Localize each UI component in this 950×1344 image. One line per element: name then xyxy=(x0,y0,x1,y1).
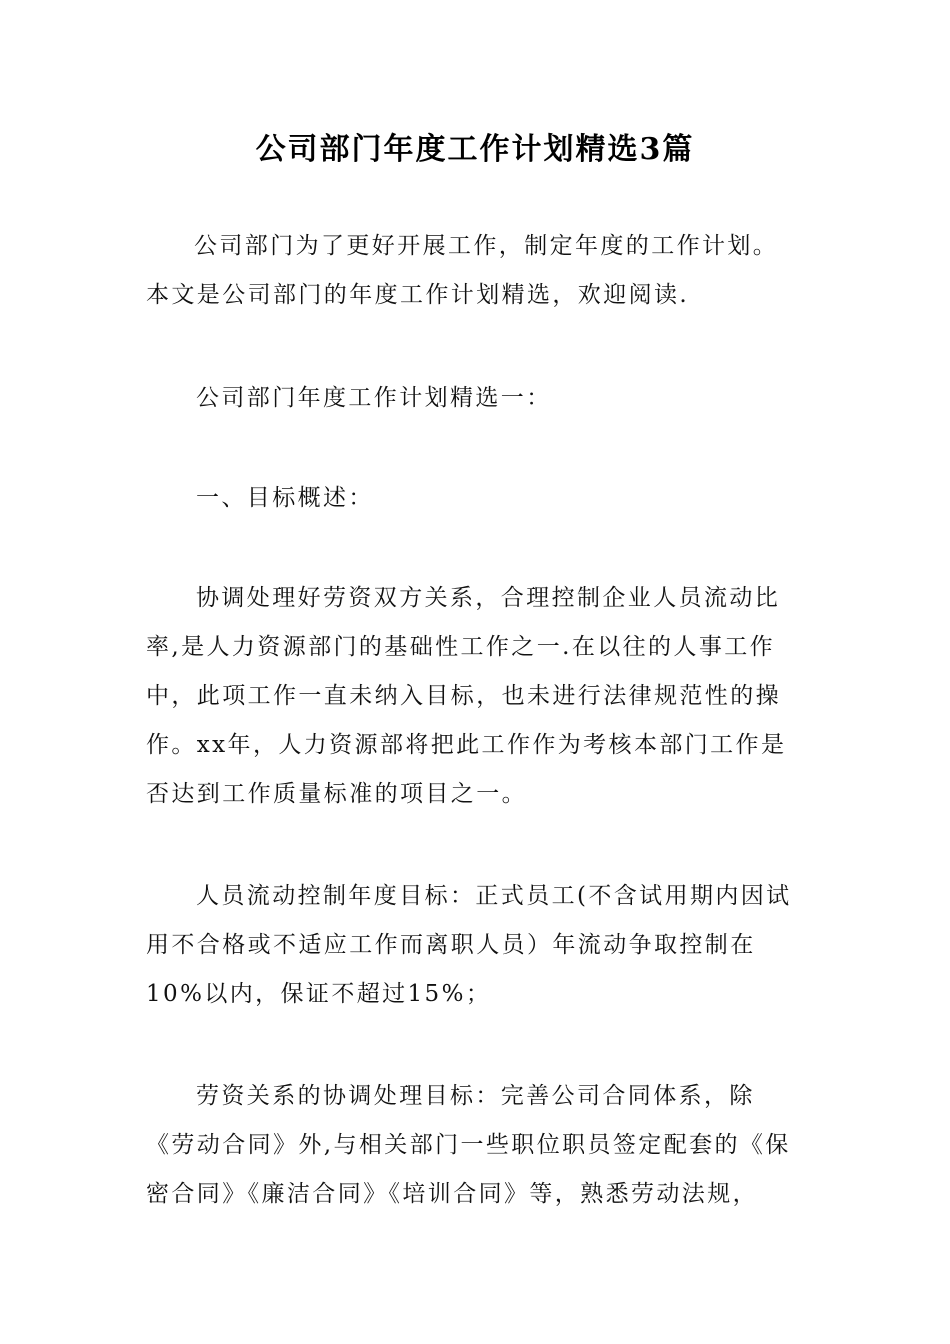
text-line: 人员流动控制年度目标：正式员工(不含试用期内因试 xyxy=(196,883,792,909)
text-line: 劳资关系的协调处理目标：完善公司合同体系，除 xyxy=(196,1083,755,1109)
text-line: 作。xx年，人力资源部将把此工作作为考核本部门工作是 xyxy=(146,732,787,758)
text-line: 率,是人力资源部门的基础性工作之一.在以往的人事工作 xyxy=(146,634,776,660)
text-line: 协调处理好劳资双方关系，合理控制企业人员流动比 xyxy=(196,585,781,611)
intro-paragraph xyxy=(146,222,806,320)
text-line: 公司部门为了更好开展工作，制定年度的工作计划。 xyxy=(194,233,779,259)
text-line: 10%以内，保证不超过15%； xyxy=(146,981,492,1007)
text-line: 公司部门年度工作计划精选一： xyxy=(196,385,552,411)
text-line: 用不合格或不适应工作而离职人员）年流动争取控制在 xyxy=(146,932,756,958)
text-line: 本文是公司部门的年度工作计划精选，欢迎阅读. xyxy=(146,282,690,308)
paragraph-labor-relations xyxy=(146,1072,806,1219)
text-line: 密合同》《廉洁合同》《培训合同》等，熟悉劳动法规， xyxy=(146,1181,758,1207)
document-title: 公司部门年度工作计划精选3篇 xyxy=(255,132,695,167)
text-line: 《劳动合同》外,与相关部门一些职位职员签定配套的《保 xyxy=(146,1132,791,1158)
paragraph-turnover-target xyxy=(146,872,806,1019)
section-heading xyxy=(146,374,806,423)
text-line: 否达到工作质量标准的项目之一。 xyxy=(146,781,527,807)
text-line: 中，此项工作一直未纳入目标，也未进行法律规范性的操 xyxy=(146,683,781,709)
subheading xyxy=(146,474,806,523)
paragraph-goal-overview xyxy=(146,574,806,819)
text-line: 一、目标概述： xyxy=(196,485,374,511)
